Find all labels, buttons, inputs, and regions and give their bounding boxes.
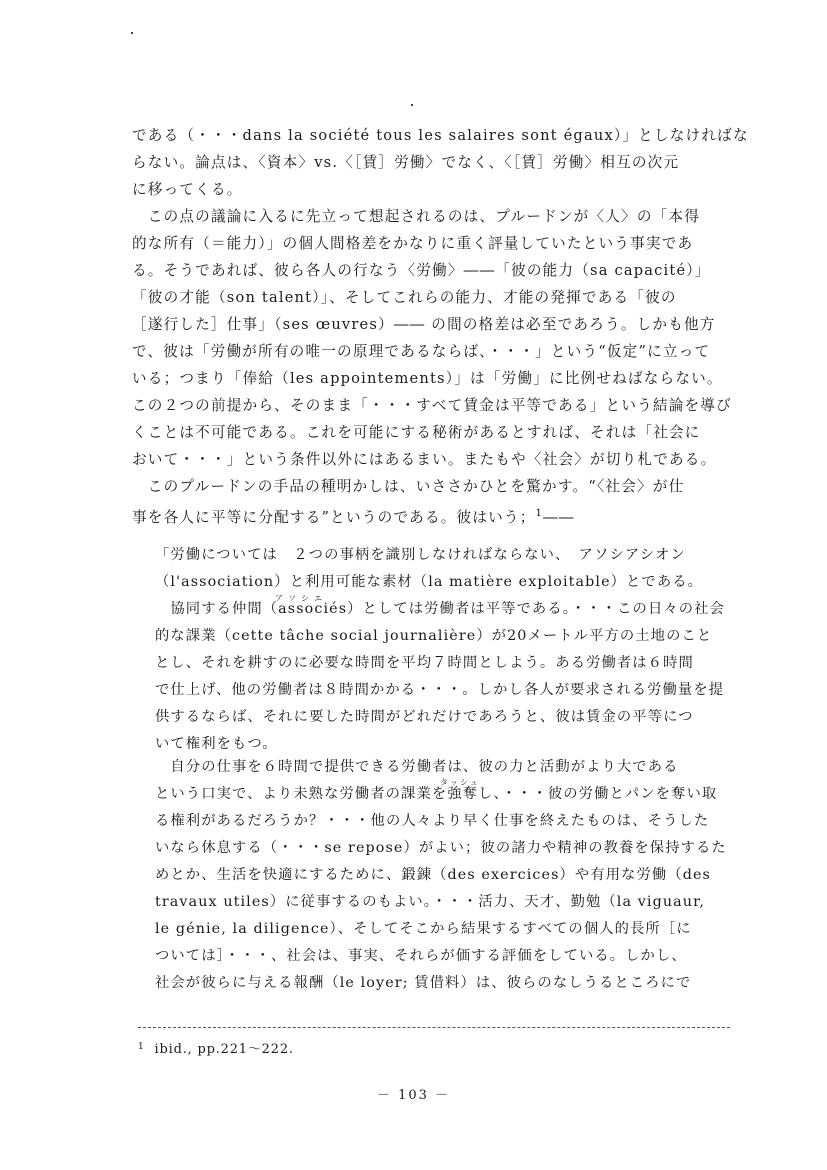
quote-line: という口実で、より未熟な労働者の課業を強奪し、・・・彼の労働とパンを奪い取 <box>155 786 718 802</box>
footnote-divider <box>138 1027 730 1028</box>
quote-line: 「労働については ２つの事柄を識別しなければならない、 アソシアシオン <box>155 547 686 563</box>
scan-speck <box>411 104 413 106</box>
quote-line: で仕上げ、他の労働者は８時間かかる・・・。しかし各人が要求される労働量を提 <box>155 682 725 698</box>
body-line: くことは不可能である。これを可能にする秘術があるとすれば、それは「社会に <box>132 424 701 441</box>
quote-line: 自分の仕事を６時間で提供できる労働者は、彼の力と活動がより大である <box>155 759 679 775</box>
body-line: 的な所有（＝能力）」の個人間格差をかなりに重く評量していたという事実であ <box>132 235 694 252</box>
body-line: この点の議論に入るに先立って想起されるのは、プルードンが〈人〉の「本得 <box>132 208 700 225</box>
dash: ―― <box>543 509 575 526</box>
quote-line: travaux utiles）に従事するのもよい。・・・活力、天才、勤勉（la viguaur, <box>155 894 706 910</box>
quote-line: いて権利をもつ。 <box>155 736 278 752</box>
scan-speck <box>131 32 133 34</box>
footnote <box>138 1038 294 1057</box>
footnote-mark: 1 <box>138 1042 145 1052</box>
quote-line: めとか、生活を快適にするために、鍛錬（des exercices）や有用な労働（des <box>155 867 711 883</box>
ruby-annotation: タッシュ <box>440 778 480 787</box>
quote-line: 的な課業（cette tâche social journalière）が20メートル平方の土地のこと <box>155 628 713 644</box>
body-line: この２つの前提から、そのまま「・・・すべて賃金は平等である」という結論を導び <box>132 397 732 414</box>
body-line: で、彼は「労働が所有の唯一の原理であるならば、・・・」という“仮定”に立って <box>132 343 711 360</box>
ruby-annotation: アソシエ <box>275 594 327 603</box>
quote-line: る権利があるだろうか？・・・他の人々より早く仕事を終えたものは、そうした <box>155 813 710 829</box>
body-line-text: 事を各人に平等に分配する”というのである。彼はいう； <box>132 509 536 526</box>
body-line: おいて・・・」という条件以外にはあるまい。またもや〈社会〉が切り札である。 <box>132 451 717 468</box>
body-line: このプルードンの手品の種明かしは、いささかひとを驚かす。“〈社会〉が仕 <box>132 478 685 495</box>
footnote-reference: 1 <box>535 508 544 519</box>
body-line: 「彼の才能（son talent）」、そしてこれらの能力、才能の発揮である「彼の <box>132 289 677 306</box>
body-line <box>132 504 575 528</box>
body-line: いる；つまり「俸給（les appointements）」は「労働」に比例せねばならない。 <box>132 370 723 387</box>
page-number: － 103 － <box>376 1088 451 1103</box>
quote-line: （l'association）と利用可能な素材（la matière exploitable）とである。 <box>155 574 704 590</box>
footnote-text: ibid., pp.221～222. <box>154 1042 294 1057</box>
body-line: る。そうであれば、彼ら各人の行なう〈労働〉――「彼の能力（sa capacité）」 <box>132 262 711 279</box>
quote-line: ついては］・・・、社会は、事実、それらが価する評価をしている。しかし、 <box>155 948 687 964</box>
quote-line: とし、それを耕すのに必要な時間を平均７時間としよう。ある労働者は６時間 <box>155 655 694 671</box>
body-line: ［遂行した］仕事」（ses œuvres）―― の間の格差は必至であろう。しかも他方 <box>132 316 716 333</box>
body-line: らない。論点は、〈資本〉vs.〈［賃］労働〉でなく、〈［賃］労働〉相互の次元 <box>132 154 680 171</box>
body-line: に移ってくる。 <box>132 181 243 198</box>
quote-line: 協同する仲間（associés）としては労働者は平等である。・・・この日々の社会 <box>155 601 725 617</box>
quote-line: 供するならば、それに要した時間がどれだけであろうと、彼は賃金の平等につ <box>155 709 694 725</box>
quote-line: le génie, la diligence）、そしてそこから結果するすべての個人的長所［に <box>155 921 692 937</box>
quote-line: いなら休息する（・・・se repose）がよい；彼の諸力や精神の教養を保持するた <box>155 840 727 856</box>
quote-line: 社会が彼らに与える報酬（le loyer; 賃借料）は、彼らのなしうるところにで <box>155 975 692 991</box>
body-line: である（・・・dans la société tous les salaires sont égaux）」としなければな <box>132 127 749 144</box>
